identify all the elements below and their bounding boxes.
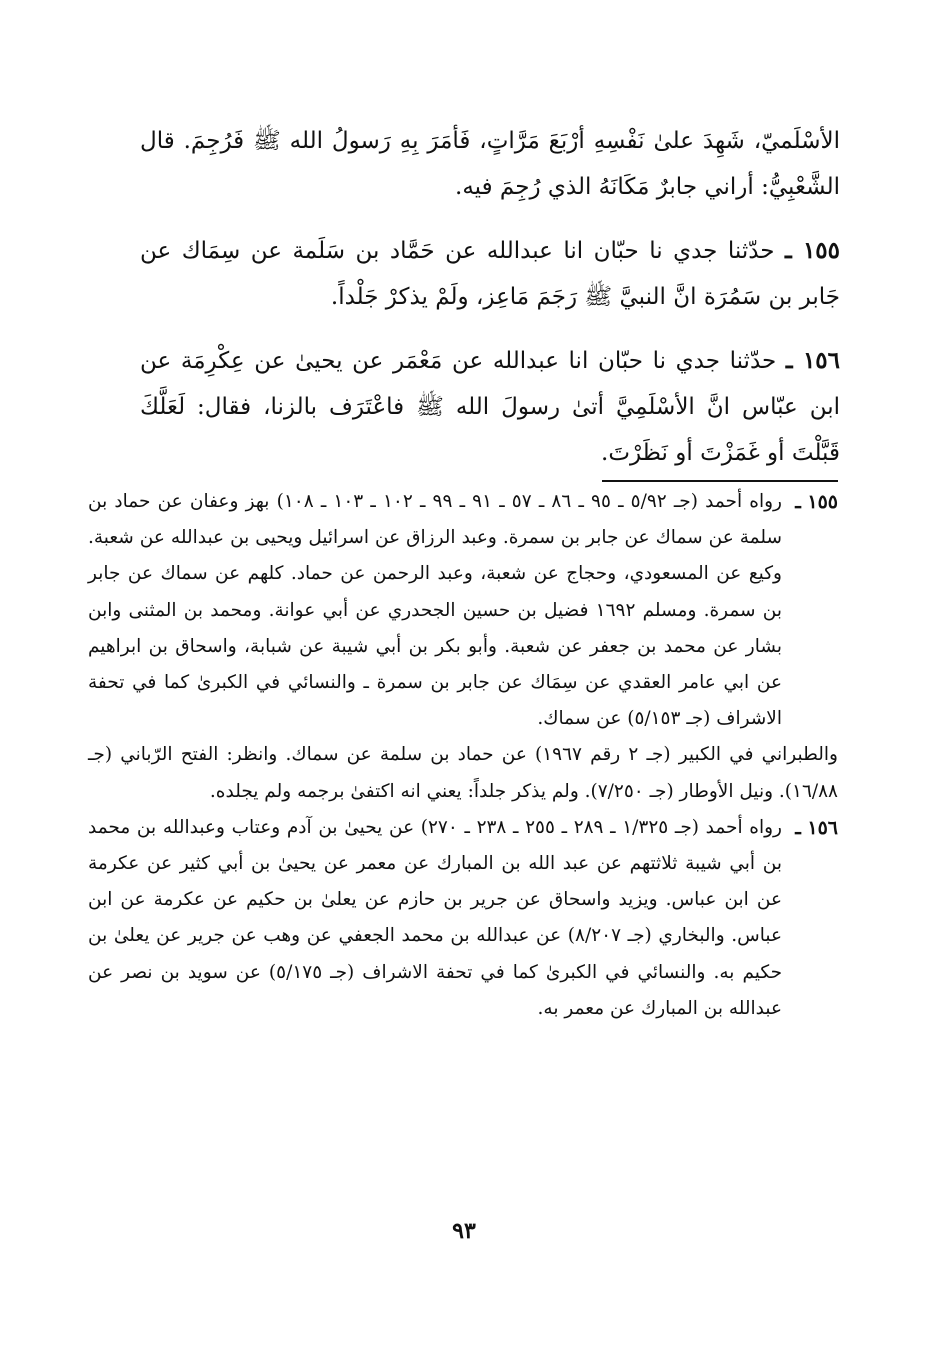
hadith-number: ١٥٥ ـ xyxy=(785,237,841,264)
footnote-paragraph: والطبراني في الكبير (جـ ٢ رقم ١٩٦٧) عن حماد بن سلمة عن سماك. وانظر: الفتح الرّباني (جـ ١٦/٨٨). ونيل الأوطار (جـ ٧/٢٥٠). ولم يذكر جلداً: يعني انه اكتفىٰ برجمه ولم يجلده. xyxy=(88,744,838,802)
hadith-155 xyxy=(140,228,840,320)
hadith-text: حدّثنا جدي نا حبّان انا عبدالله عن حَمَّاد بن سَلَمة عن سِمَاك عن جَابر بن سَمُرَة انَّ النبيَّ ﷺ رَجَمَ مَاعِز، ولَمْ يذكرْ جَلْداً. xyxy=(140,238,840,310)
page-number: ٩٣ xyxy=(452,1218,476,1244)
footnote-155 xyxy=(88,484,838,810)
footnote-paragraph: رواه أحمد (جـ ١/٣٢٥ ـ ٢٨٩ ـ ٢٥٥ ـ ٢٣٨ ـ ٢٧٠) عن يحيىٰ بن آدم وعتاب وعبدالله بن محمد بن أبي شيبة ثلاثتهم عن عبد الله بن المبارك عن معمر عن يحيىٰ بن أبي كثير عن عكرمة عن ابن عباس. ويزيد واسحاق عن جرير بن حازم عن يعلىٰ بن حكيم عن عكرمة عن ابن عباس. والبخاري (جـ ٨/٢٠٧) عن عبدالله بن محمد الجعفي عن وهب عن جرير عن يعلىٰ بن حكيم به. والنسائي في الكبرىٰ كما في تحفة الاشراف (جـ ٥/١٧٥) عن سويد بن نصر عن عبدالله بن المبارك عن معمر به. xyxy=(88,816,782,1019)
hadith-number: ١٥٦ ـ xyxy=(785,347,841,374)
footnote-156 xyxy=(88,810,838,1027)
footnote-number: ١٥٥ ـ xyxy=(795,491,838,513)
hadith-text: حدّثنا جدي نا حبّان انا عبدالله عن مَعْمَر عن يحيىٰ عن عِكْرِمَة عن ابن عبّاس انَّ الأسْلَمِيَّ أتىٰ رسولَ الله ﷺ فاعْتَرَف بالزنا، فقال: لَعَلَّكَ قَبَّلْتَ أو غَمَزْتَ أو نَظَرْتَ. xyxy=(140,348,840,466)
footnotes xyxy=(88,484,838,1027)
footnote-paragraph: رواه أحمد (جـ ٥/٩٢ ـ ٩٥ ـ ٨٦ ـ ٥٧ ـ ٩١ ـ ٩٩ ـ ١٠٢ ـ ١٠٣ ـ ١٠٨) بهز وعفان عن حماد بن سلمة عن سماك عن جابر بن سمرة. وعبد الرزاق عن اسرائيل ويحيى بن عبدالله عن شعبة. وكيع عن المسعودي، وحجاج عن شعبة، وعبد الرحمن عن حماد. كلهم عن سماك عن جابر بن سمرة. ومسلم ١٦٩٢ فضيل بن حسين الجحدري عن أبي عوانة. ومحمد بن المثنى وابن بشار عن محمد بن جعفر عن شعبة. وأبو بكر بن أبي شيبة عن شبابة، واسحاق بن ابراهيم عن ابي عامر العقدي عن سِمَاك عن جابر بن سمرة ـ والنسائي في الكبرىٰ كما في تحفة الاشراف (جـ ٥/١٥٣) عن سماك. xyxy=(88,491,782,730)
intro-paragraph: الأسْلَميّ، شَهِدَ علىٰ نَفْسِهِ أرْبَعَ مَرَّاتٍ، فَأمَرَ بِهِ رَسولُ الله ﷺ فَرُجِمَ. قال الشَّعْبِيُّ: أراني جابرٌ مَكَانَهُ الذي رُجِمَ فيه. xyxy=(140,128,840,200)
hadith-156 xyxy=(140,338,840,476)
footnote-separator xyxy=(602,480,838,482)
main-text xyxy=(140,118,840,494)
footnote-number: ١٥٦ ـ xyxy=(795,816,838,839)
